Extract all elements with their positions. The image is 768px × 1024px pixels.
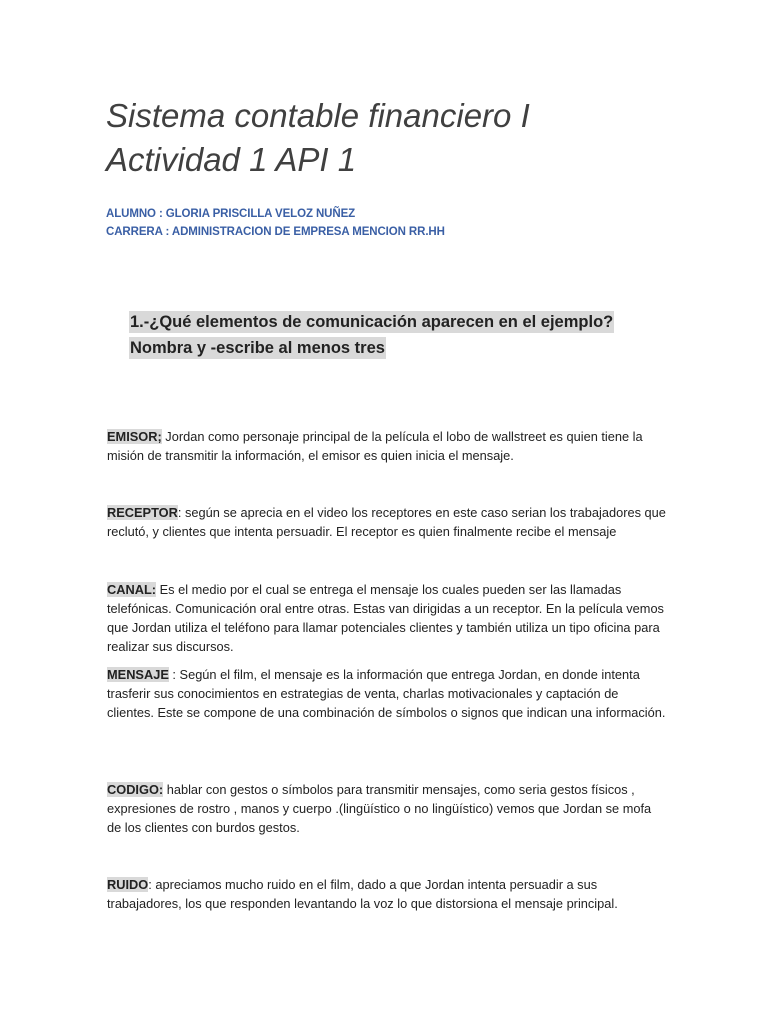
text-emisor: Jordan como personaje principal de la película el lobo de wallstreet es quien tiene la misión de transmitir la información, el emisor es quien inicia el mensaje. (107, 429, 643, 463)
section-ruido (107, 875, 667, 913)
term-canal: CANAL: (107, 582, 157, 597)
text-ruido: : apreciamos mucho ruido en el film, dado a que Jordan intenta persuadir a sus trabajadores, los que responden levantando la voz lo que distorsiona el mensaje principal. (107, 877, 618, 911)
section-canal (107, 580, 667, 656)
term-codigo: CODIGO: (107, 782, 164, 797)
text-codigo: hablar con gestos o símbolos para transmitir mensajes, como seria gestos físicos , expresiones de rostro , manos y cuerpo .(lingüístico o no lingüístico) vemos que Jordan se mofa de los clientes con burdos gestos. (107, 782, 652, 835)
text-mensaje: : Según el film, el mensaje es la información que entrega Jordan, en donde intenta trasferir sus conocimientos en estrategias de venta, charlas motivacionales y captación de clientes. Este se compone de una combinación de símbolos o signos que indican una información. (107, 667, 666, 720)
document-subtitle: Actividad 1 API 1 (106, 141, 357, 178)
section-receptor (107, 503, 667, 541)
student-career: CARRERA : ADMINISTRACION DE EMPRESA MENCION RR.HH (106, 226, 445, 238)
term-mensaje: MENSAJE (107, 667, 169, 682)
section-mensaje (107, 665, 667, 722)
text-canal: Es el medio por el cual se entrega el mensaje los cuales pueden ser las llamadas telefónicas. Comunicación oral entre otras. Estas van dirigidas a un receptor. En la película vemos que Jordan utiliza el teléfono para llamar potenciales clientes y también utiliza un tipo oficina para realizar sus discursos. (107, 582, 664, 654)
document-title: Sistema contable financiero I (106, 97, 530, 134)
term-ruido: RUIDO (107, 877, 149, 892)
term-receptor: RECEPTOR (107, 505, 178, 520)
question-line-2: Nombra y -escribe al menos tres (130, 339, 385, 357)
section-emisor (107, 427, 667, 465)
question-heading (129, 309, 649, 361)
student-name: ALUMNO : GLORIA PRISCILLA VELOZ NUÑEZ (106, 208, 356, 220)
question-line-1: 1.-¿Qué elementos de comunicación aparecen en el ejemplo? (130, 313, 614, 331)
section-codigo (107, 780, 667, 837)
text-receptor: : según se aprecia en el video los receptores en este caso serian los trabajadores que reclutó, y clientes que intenta persuadir. El receptor es quien finalmente recibe el mensaje (107, 505, 666, 539)
term-emisor: EMISOR; (107, 429, 162, 444)
student-info (106, 205, 445, 241)
